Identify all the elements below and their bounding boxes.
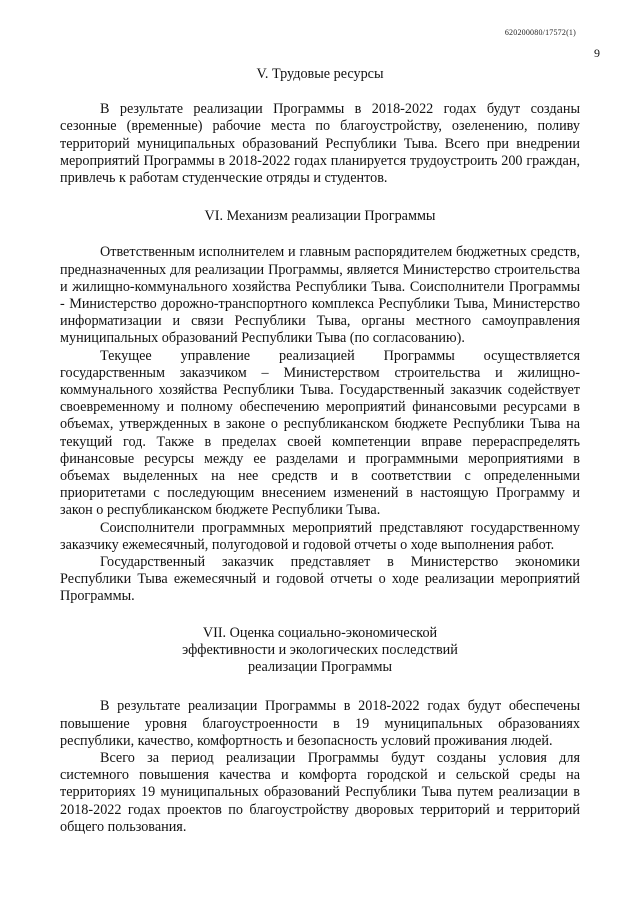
- section-title-labor-resources: V. Трудовые ресурсы: [256, 66, 384, 82]
- section-title-implementation-mechanism: VI. Механизм реализации Программы: [204, 208, 436, 225]
- paragraph: Государственный заказчик представляет в Министерство экономики Республики Тыва ежемесячный и годовой отчеты о ходе реализации мероприятий Программы.: [60, 554, 580, 605]
- document-code: 620200080/17572(1): [504, 28, 576, 37]
- paragraph: Ответственным исполнителем и главным распорядителем бюджетных средств, предназначенных для реализации Программы, является Министерство строительства и жилищно-коммунального хозяйства Республики Тыва. Соисполнители Программы - Министерство дорожно-транспортного комплекса Республики Тыва, Министерство информатизации и связи Республики Тыва, органы местного самоуправления муниципальных образований Республики Тыва (по согласованию).: [60, 244, 580, 347]
- paragraph: Текущее управление реализацией Программы осуществляется государственным заказчиком – Министерством строительства и жилищно-коммунального хозяйства Республики Тыва. Государственный заказчик содействует своевременному и полному обеспечению мероприятий финансовыми ресурсами в объемах, утвержденных в законе о республиканском бюджете Республики Тыва на текущий год. Также в пределах своей компетенции вправе перераспределять финансовые ресурсы между ее разделами и программными мероприятиями в объемах выделенных на нее средств и в соответствии с определенными приоритетами с последующим внесением изменений в настоящую Программу и закон о республиканском бюджете Республики Тыва.: [60, 347, 580, 519]
- document-body: [60, 62, 580, 836]
- page-number: 9: [594, 46, 600, 60]
- paragraph: Всего за период реализации Программы будут созданы условия для системного повышения качества и комфорта городской и сельской среды на территориях 19 муниципальных образований Республики Тыва путем реализации в 2018-2022 годах проектов по благоустройству дворовых территорий и территорий общего пользования.: [60, 749, 580, 835]
- section-title-line: эффективности и экологических последствий: [182, 641, 458, 658]
- section-title-line: VII. Оценка социально-экономической: [202, 624, 438, 641]
- section-title-line: реализации Программы: [247, 659, 393, 676]
- paragraph: В результате реализации Программы в 2018-2022 годах будут обеспечены повышение уровня благоустроенности в 19 муниципальных образованиях республики, качество, комфортность и безопасность условий проживания людей.: [60, 698, 580, 749]
- paragraph: Соисполнители программных мероприятий представляют государственному заказчику ежемесячный, полугодовой и годовой отчеты о ходе выполнения работ.: [60, 519, 580, 553]
- section-title-efficiency-assessment: [60, 625, 580, 677]
- paragraph: В результате реализации Программы в 2018-2022 годах будут созданы сезонные (временные) рабочие места по благоустройству, озеленению, поливу территорий муниципальных образований Республики Тыва. Всего при внедрении мероприятий Программы в 2018-2022 годах планируется трудоустроить 200 граждан, привлечь к работам студенческие отряды и студентов.: [60, 101, 580, 187]
